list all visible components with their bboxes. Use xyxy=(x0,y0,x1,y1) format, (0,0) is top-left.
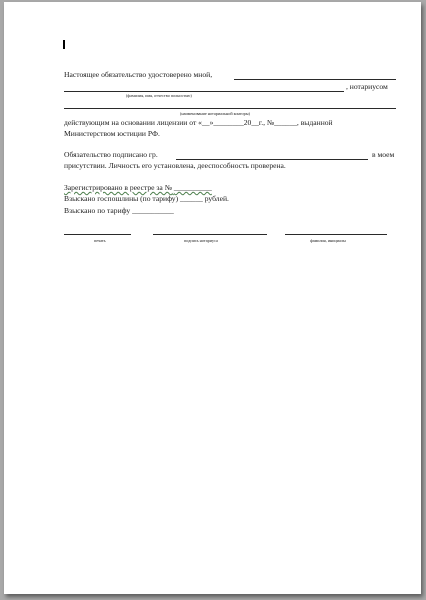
signed-suffix: в моем xyxy=(372,150,395,159)
caption-name: фамилия, инициалы xyxy=(310,238,346,243)
caption-seal: печать xyxy=(94,238,106,243)
name-line xyxy=(285,234,387,235)
text-cursor xyxy=(63,40,65,49)
caption-signature: подпись нотариуса xyxy=(184,238,218,243)
registry-blank: __________ xyxy=(173,183,212,192)
office-blank xyxy=(64,108,396,109)
intro-text: Настоящее обязательство удостоверено мной, xyxy=(64,70,213,79)
tariff-text: Взыскано по тарифу ___________ xyxy=(64,206,174,215)
seal-line xyxy=(64,234,131,235)
caption-office: (наименование нотариальной конторы) xyxy=(180,111,250,116)
notary-name-blank-2 xyxy=(64,91,344,92)
signature-line xyxy=(153,234,267,235)
registry-label: Зарегистрировано в реестре за № xyxy=(64,183,172,192)
caption-fio: (фамилия, имя, отчество полностью) xyxy=(126,93,192,98)
presence-text: присутствии. Личность его установлена, дееспособность проверена. xyxy=(64,161,286,170)
notary-name-blank-1 xyxy=(234,79,396,80)
registry-text xyxy=(64,183,212,193)
signer-blank xyxy=(176,159,368,160)
duty-text: Взыскано госпошлины (по тарифу) ______ рублей. xyxy=(64,194,229,203)
document-page xyxy=(4,2,421,594)
ministry-text: Министерством юстиции РФ. xyxy=(64,129,160,138)
notary-suffix: , нотариусом xyxy=(346,82,388,91)
signed-prefix: Обязательство подписано гр. xyxy=(64,150,158,159)
license-text: действующим на основании лицензии от «__»________20__г., №______, выданной xyxy=(64,118,333,127)
